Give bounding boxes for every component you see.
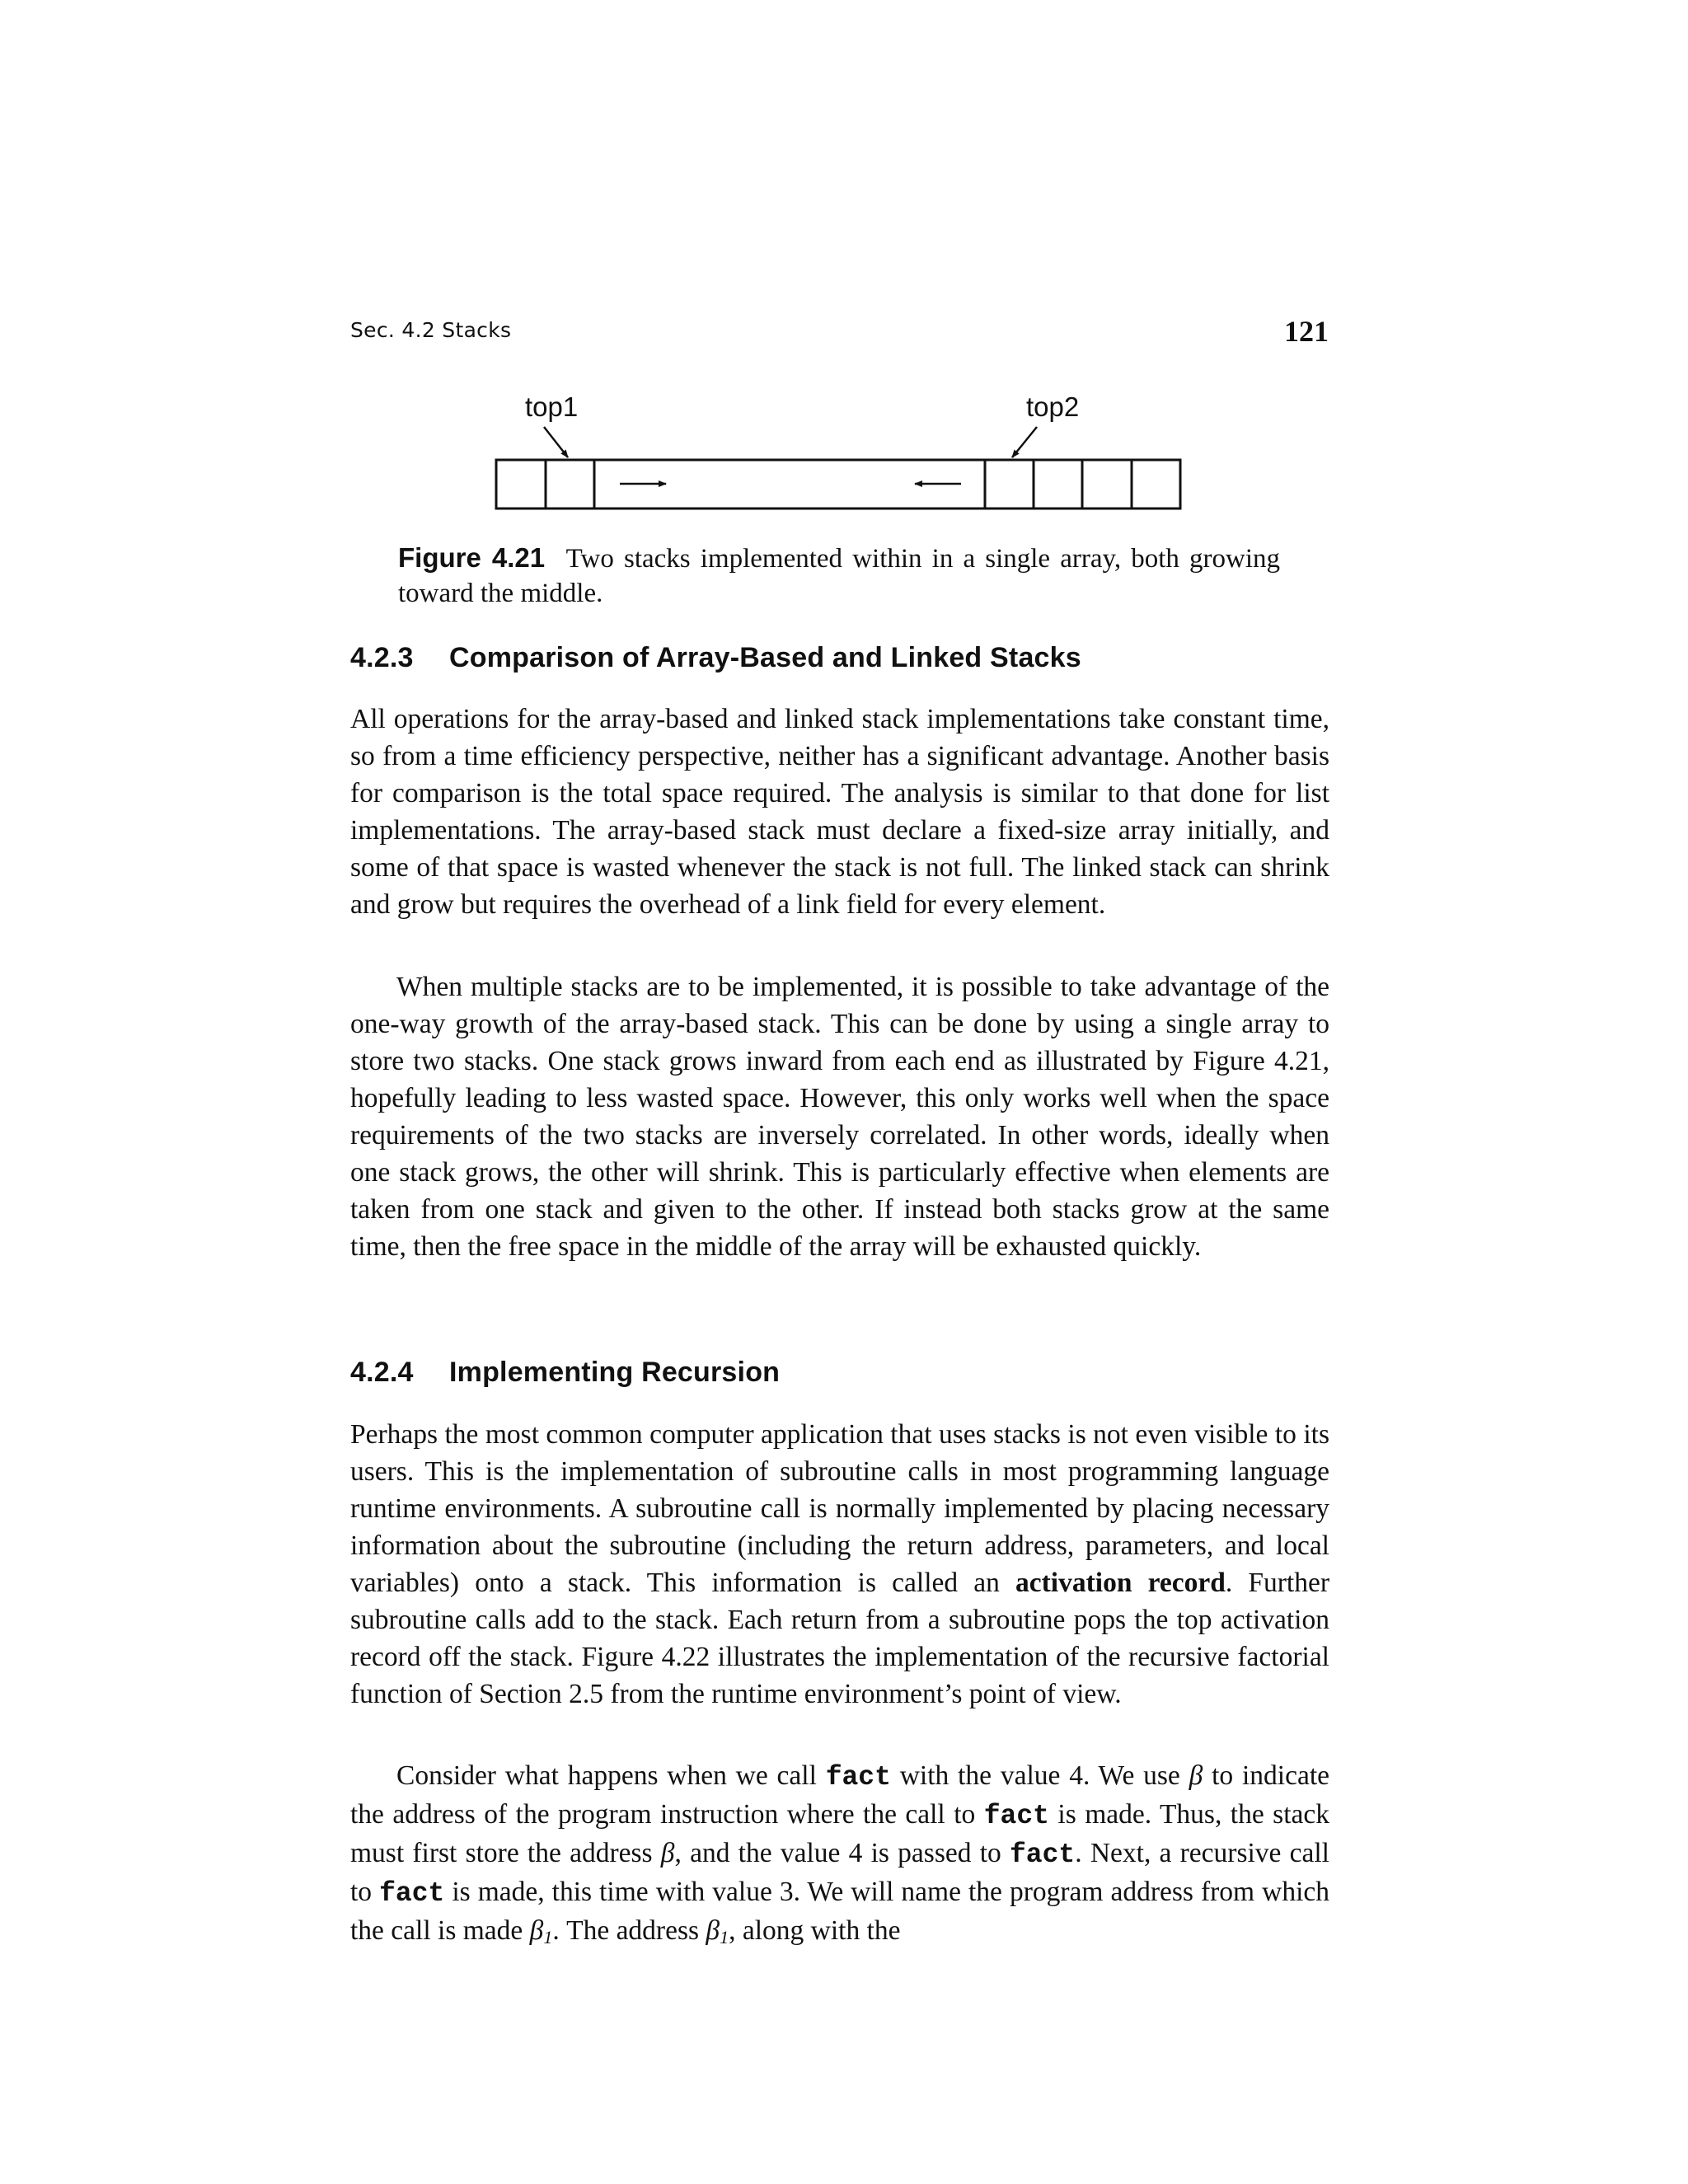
section-title: Implementing Recursion <box>449 1357 781 1388</box>
text-run: with the value 4. We use <box>890 1760 1189 1791</box>
text-run: . The address <box>552 1915 706 1946</box>
symbol-beta-1 <box>530 1915 553 1946</box>
array-outline <box>496 460 1180 509</box>
paragraph-fact-example <box>350 1757 1329 1949</box>
text-run: to indicate the address of the program instruction where the call to <box>350 1760 1330 1830</box>
figure-caption-text: Two stacks implemented within in a single array, both growing toward the middle. <box>398 544 1281 608</box>
text-run: is made, this time with value 3. We will name the program address from which the call is made <box>350 1877 1329 1946</box>
symbol-beta: β <box>1189 1760 1203 1791</box>
symbol-beta-1 <box>706 1915 729 1946</box>
top1-label: top1 <box>525 391 579 422</box>
two-stacks-figure <box>0 0 1688 577</box>
code-fact: fact <box>379 1878 445 1909</box>
top1-pointer-arrow <box>544 427 568 457</box>
section-heading-4-2-4 <box>350 1357 780 1389</box>
code-fact: fact <box>983 1801 1049 1831</box>
section-number: 4.2.3 <box>350 642 414 673</box>
paragraph-array-vs-linked: All operations for the array-based and linked stack implementations take constant time, so from a time efficiency perspective, neither has a significant advantage. Another basis for comparison is the total space required. The analysis is similar to that done for list implementations. The array-based stack must declare a fixed-size array initially, and some of that space is wasted whenever the stack is not full. The linked stack can shrink and grow but requires the overhead of a link field for every element. <box>350 704 1329 920</box>
text-run: Consider what happens when we call <box>396 1760 826 1791</box>
text-run: . Next, a recursive call to <box>350 1838 1329 1907</box>
beta-subscript: 1 <box>543 1927 553 1947</box>
paragraph-multiple-stacks: When multiple stacks are to be implemented, it is possible to take advantage of the one-way growth of the array-based stack. This can be done by using a single array to store two stacks. One stack grows inward from each end as illustrated by Figure 4.21, hopefully leading to less wasted space. However, this only works well when the space requirements of the two stacks are inversely correlated. In other words, ideally when one stack grows, the other will shrink. This is particularly effective when elements are taken from one stack and given to the other. If instead both stacks grow at the same time, then the free space in the middle of the array will be exhausted quickly. <box>350 972 1329 1262</box>
figure-caption-label: Figure 4.21 <box>398 542 546 573</box>
running-head: Sec. 4.2 Stacks <box>350 318 512 342</box>
beta-glyph: β <box>706 1915 720 1946</box>
text-run: , and the value 4 is passed to <box>674 1838 1010 1868</box>
code-fact: fact <box>825 1762 891 1793</box>
symbol-beta: β <box>660 1838 675 1868</box>
section-title: Comparison of Array-Based and Linked Stacks <box>449 642 1081 673</box>
page-number: 121 <box>1284 315 1329 348</box>
top2-pointer-arrow <box>1012 427 1037 457</box>
text-run: is made. Thus, the stack must first store the address <box>350 1799 1329 1868</box>
text-run: . Further subroutine calls add to the stack. Each return from a subroutine pops the top activation record off the stack. Figure 4.22 illustrates the implementation of the recursive factorial function of Section 2.5 from the runtime environment’s point of view. <box>350 1568 1329 1709</box>
section-heading-4-2-3 <box>350 642 1081 674</box>
top2-label: top2 <box>1026 391 1080 422</box>
beta-subscript: 1 <box>720 1927 729 1947</box>
paragraph-recursion-intro <box>350 1416 1329 1713</box>
text-run: Perhaps the most common computer application that uses stacks is not even visible to its users. This is the implementation of subroutine calls in most programming language runtime environments. A subroutine call is normally implemented by placing necessary information about the subroutine (including the return address, parameters, and local variables) onto a stack. This information is called an <box>350 1419 1329 1598</box>
beta-glyph: β <box>529 1915 544 1946</box>
figure-caption <box>398 541 1280 611</box>
section-number: 4.2.4 <box>350 1357 414 1388</box>
term-activation-record: activation record <box>1015 1568 1226 1598</box>
code-fact: fact <box>1010 1840 1076 1870</box>
text-run: , along with the <box>729 1915 901 1946</box>
